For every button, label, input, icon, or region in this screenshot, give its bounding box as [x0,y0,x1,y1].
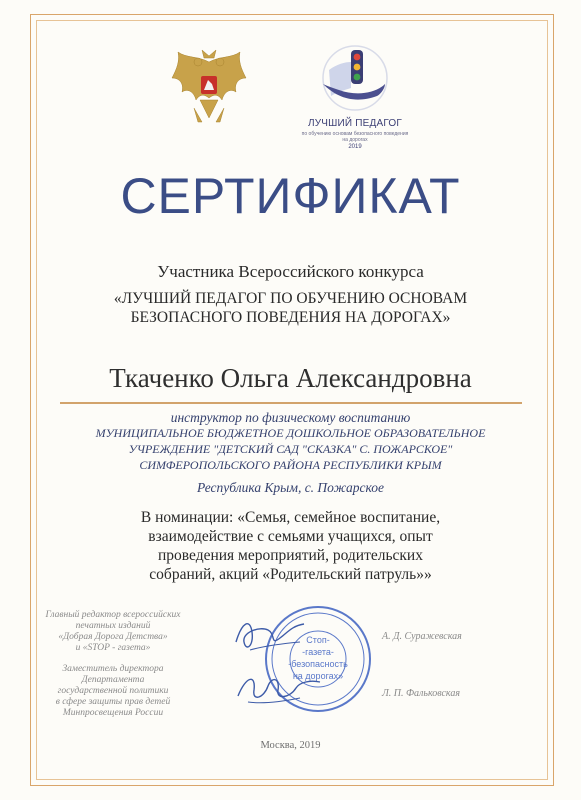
signature2-icon [234,668,324,708]
eagle-emblem-icon [168,48,250,126]
best-teacher-logo [300,40,410,156]
certificate-title: СЕРТИФИКАТ [120,168,461,224]
traffic-light-hand-icon [315,40,395,116]
logo-subtitle: по обучению основам безопасного поведения на дорогах [301,131,409,143]
svg-text:Стоп-: Стоп- [306,635,330,645]
recipient-name: Ткаченко Ольга Александровна [109,363,472,393]
contest-name: «ЛУЧШИЙ ПЕДАГОГ ПО ОБУЧЕНИЮ ОСНОВАМ БЕЗОПАСНОГО ПОВЕДЕНИЯ НА ДОРОГАХ» [113,290,468,326]
recipient-organization: МУНИЦИПАЛЬНОЕ БЮДЖЕТНОЕ ДОШКОЛЬНОЕ ОБРАЗОВАТЕЛЬНОЕ УЧРЕЖДЕНИЕ "ДЕТСКИЙ САД "СКАЗКА" С. ПОЖАРСКОЕ" СИМФЕРОПОЛЬСКОГО РАЙОНА РЕСПУБЛИКИ КРЫМ [95,426,486,472]
logo-title: ЛУЧШИЙ ПЕДАГОГ [307,118,403,129]
signer1-title: Главный редактор всероссийских печатных изданий «Добрая Дорога Детства» и «STOP - газета» [45,610,181,653]
signer2-title: Заместитель директора Департамента государственной политики в сфере защиты прав детей Минпросвещения России [55,664,171,718]
svg-text:-безопасность: -безопасность [288,659,348,669]
signature1-icon [230,612,310,658]
participant-line: Участника Всероссийского конкурса [157,262,424,281]
recipient-position: инструктор по физическому воспитанию [170,410,411,425]
svg-text:на дорогах»: на дорогах» [292,671,344,681]
nomination-text: В номинации: «Семья, семейное воспитание, взаимодействие с семьями учащихся, опыт проведения мероприятий, родительских собраний, акций «Родительский патруль»» [140,509,441,583]
city-year: Москва, 2019 [260,740,321,751]
signer2-name: Л. П. Фальковская [382,688,460,699]
recipient-location: Республика Крым, с. Пожарское [196,480,385,495]
name-underline [60,402,522,404]
logo-year: 2019 [348,144,362,150]
svg-text:-газета-: -газета- [302,647,334,657]
signer1-name: А. Д. Суражевская [382,631,462,642]
